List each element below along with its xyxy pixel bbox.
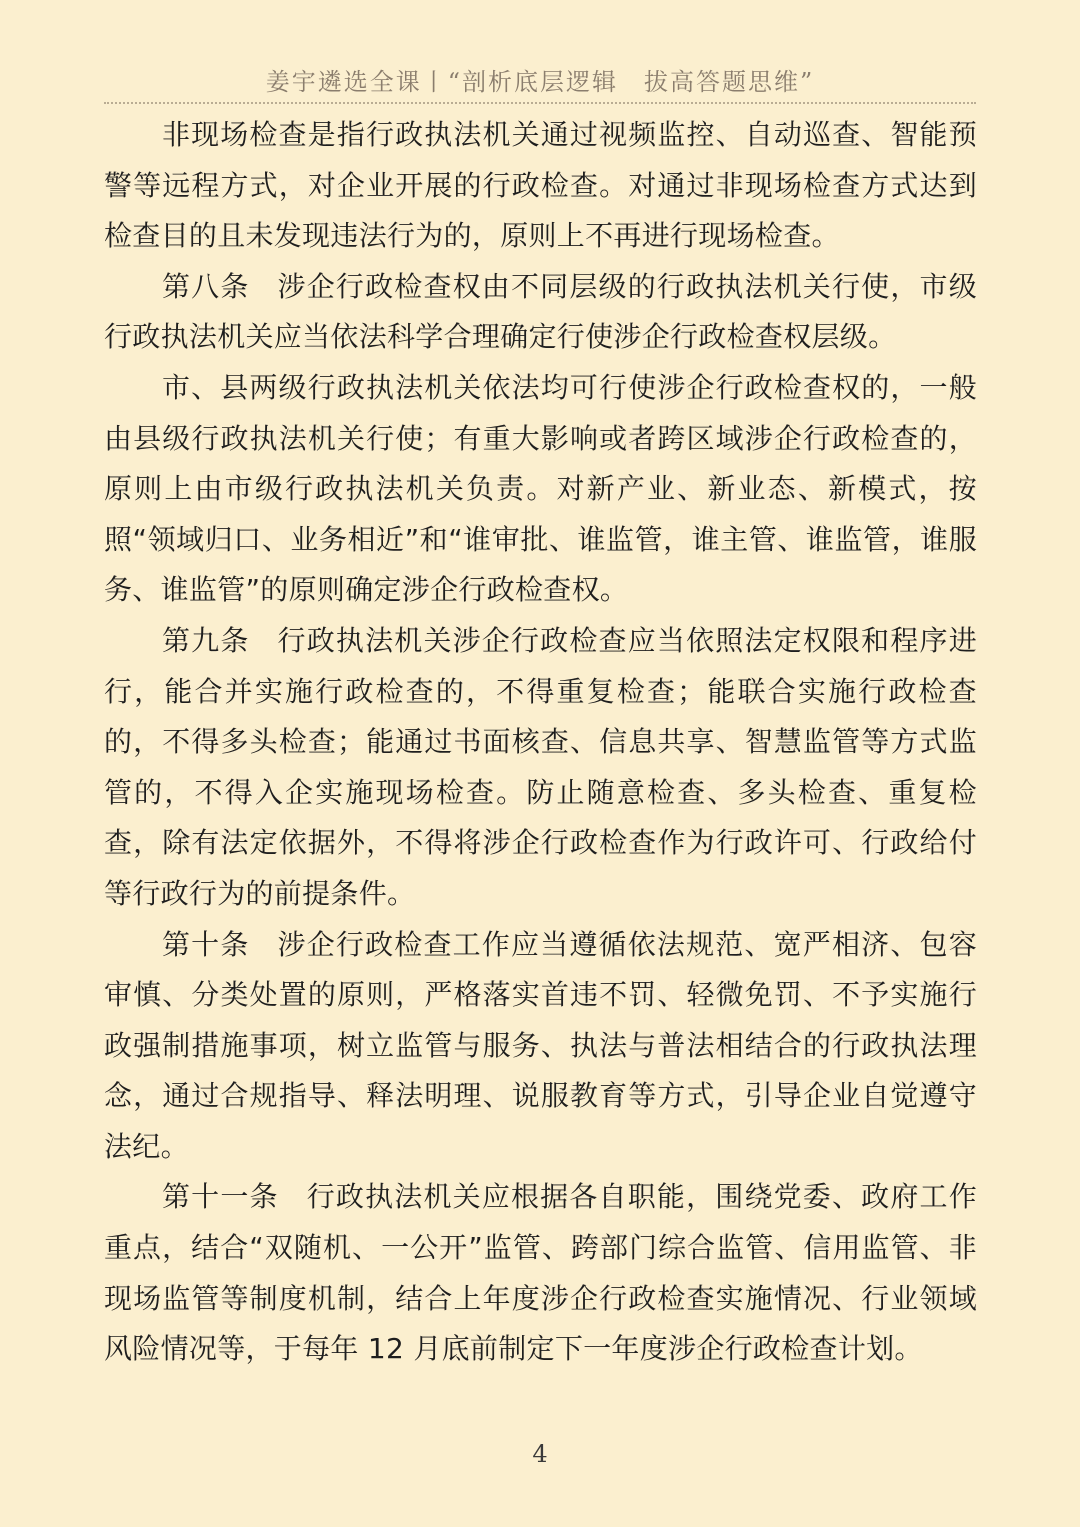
paragraph-city-county-levels	[104, 363, 977, 616]
paragraph-text: 行政执法机关涉企行政检查应当依照法定权限和程序进行，能合并实施行政检查的，不得重复检查；能联合实施行政检查的，不得多头检查；能通过书面核查、信息共享、智慧监管等方式监管的，不得入企实施现场检查。防止随意检查、多头检查、重复检查，除有法定依据外，不得将涉企行政检查作为行政许可、行政给付等行政行为的前提条件。	[104, 623, 977, 910]
article-number: 第八条	[162, 269, 250, 303]
paragraph-text: 行政执法机关应根据各自职能，围绕党委、政府工作重点，结合“双随机、一公开”监管、跨部门综合监管、信用监管、非现场监管等制度机制，结合上年度涉企行政检查实施情况、行业领域风险情况等，于每年 12 月底前制定下一年度涉企行政检查计划。	[104, 1180, 978, 1366]
paragraph-article-10	[104, 920, 977, 1173]
paragraph-text: 市、县两级行政执法机关依法均可行使涉企行政检查权的，一般由县级行政执法机关行使；有重大影响或者跨区域涉企行政检查的，原则上由市级行政执法机关负责。对新产业、新业态、新模式，按照“领域归口、业务相近”和“谁审批、谁监管，谁主管、谁监管，谁服务、谁监管”的原则确定涉企行政检查权。	[104, 370, 977, 607]
article-number: 第九条	[162, 623, 250, 657]
paragraph-non-site-inspection	[104, 110, 977, 262]
paragraph-text: 涉企行政检查权由不同层级的行政执法机关行使，市级行政执法机关应当依法科学合理确定行使涉企行政检查权层级。	[104, 269, 977, 354]
paragraph-article-11	[104, 1172, 977, 1374]
document-body	[104, 110, 977, 1375]
article-number: 第十条	[162, 927, 250, 961]
page-header: 姜宇遴选全课丨“剖析底层逻辑 拔高答题思维”	[265, 68, 815, 96]
paragraph-text: 非现场检查是指行政执法机关通过视频监控、自动巡查、智能预警等远程方式，对企业开展的行政检查。对通过非现场检查方式达到检查目的且未发现违法行为的，原则上不再进行现场检查。	[104, 118, 977, 253]
paragraph-article-8	[104, 262, 977, 363]
article-number: 第十一条	[162, 1180, 279, 1214]
paragraph-article-9	[104, 616, 977, 920]
paragraph-text: 涉企行政检查工作应当遵循依法规范、宽严相济、包容审慎、分类处置的原则，严格落实首违不罚、轻微免罚、不予实施行政强制措施事项，树立监管与服务、执法与普法相结合的行政执法理念，通过合规指导、释法明理、说服教育等方式，引导企业自觉遵守法纪。	[104, 927, 977, 1163]
header-divider	[104, 102, 976, 104]
page-number: 4	[532, 1440, 548, 1468]
